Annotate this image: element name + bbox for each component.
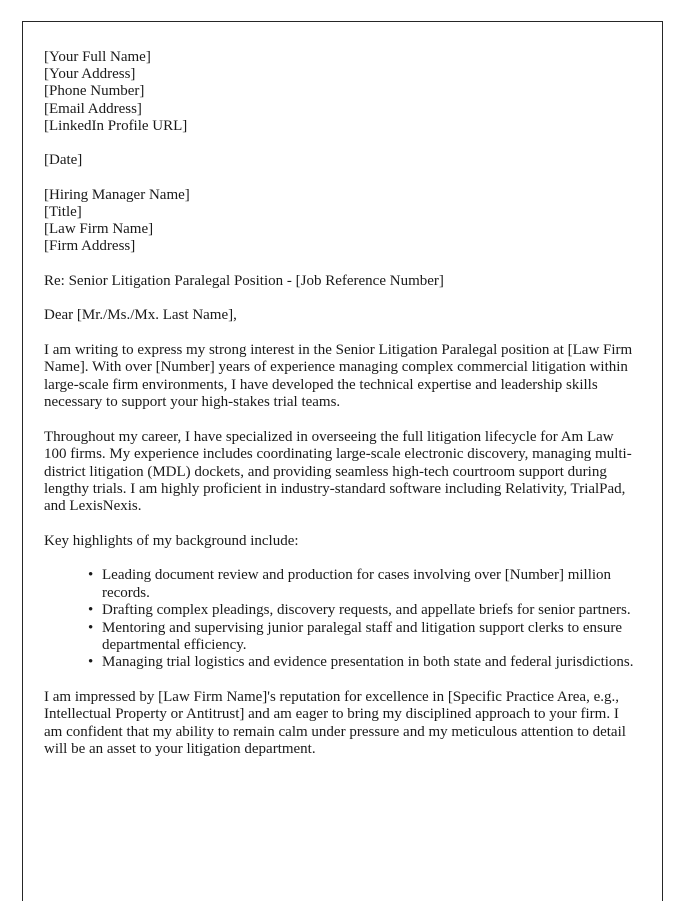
recipient-name: [Hiring Manager Name] — [44, 186, 190, 203]
spacer — [44, 325, 638, 342]
recipient-address: [Firm Address] — [44, 238, 136, 255]
salutation: Dear [Mr./Ms./Mx. Last Name], — [44, 307, 237, 324]
sender-name: [Your Full Name] — [44, 49, 151, 65]
spacer — [44, 135, 638, 152]
sender-address: [Your Address] — [44, 66, 136, 83]
subject-line: Re: Senior Litigation Paralegal Position - [Job Reference Number] — [44, 272, 444, 289]
list-item: • Mentoring and supervising junior paralegal staff and litigation support clerks to ensure departmental efficiency. — [88, 620, 638, 655]
list-item: • Drafting complex pleadings, discovery requests, and appellate briefs for senior partners. — [88, 602, 638, 619]
spacer — [44, 290, 638, 307]
list-item: • Managing trial logistics and evidence presentation in both state and federal jurisdictions. — [88, 654, 638, 671]
body-paragraph-3: I am impressed by [Law Firm Name]'s reputation for excellence in [Specific Practice Area, e.g., Intellectual Property or Antitrust] and am eager to bring my disciplined approach to your firm. I am confident that my ability to remain calm under pressure and my meticulous attention to detail will be an asset to your litigation department. — [44, 689, 626, 758]
spacer — [44, 550, 638, 567]
list-item: • Leading document review and production for cases involving over [Number] million records. — [88, 567, 638, 602]
spacer — [44, 516, 638, 533]
recipient-address-block — [44, 187, 638, 256]
document-body — [44, 49, 638, 759]
body-paragraph-2: Throughout my career, I have specialized in overseeing the full litigation lifecycle for Am Law 100 firms. My experience includes coordinating large-scale electronic discovery, managing multi-district litigation (MDL) dockets, and providing seamless high-tech courtroom support during lengthy trials. I am highly proficient in industry-standard software including Relativity, TrialPad, and LexisNexis. — [44, 428, 632, 515]
spacer — [44, 412, 638, 429]
sender-linkedin: [LinkedIn Profile URL] — [44, 117, 188, 134]
date-line: [Date] — [44, 152, 83, 169]
spacer — [44, 672, 638, 689]
spacer — [44, 256, 638, 273]
sender-address-block — [44, 49, 638, 135]
spacer — [44, 170, 638, 187]
recipient-firm-name: [Law Firm Name] — [44, 221, 154, 238]
highlights-list — [44, 567, 638, 671]
sender-email: [Email Address] — [44, 100, 142, 117]
body-paragraph-1: I am writing to express my strong interest in the Senior Litigation Paralegal position at [Law Firm Name]. With over [Number] years of experience managing complex commercial litigation within large-scale firm environments, I have developed the technical expertise and leadership skills necessary to support your high-stakes trial teams. — [44, 341, 633, 411]
recipient-title: [Title] — [44, 204, 82, 220]
sender-phone: [Phone Number] — [44, 83, 145, 100]
page-bottom-fade — [23, 805, 662, 901]
document-page — [22, 21, 663, 901]
highlights-lead-in: Key highlights of my background include: — [44, 533, 299, 550]
